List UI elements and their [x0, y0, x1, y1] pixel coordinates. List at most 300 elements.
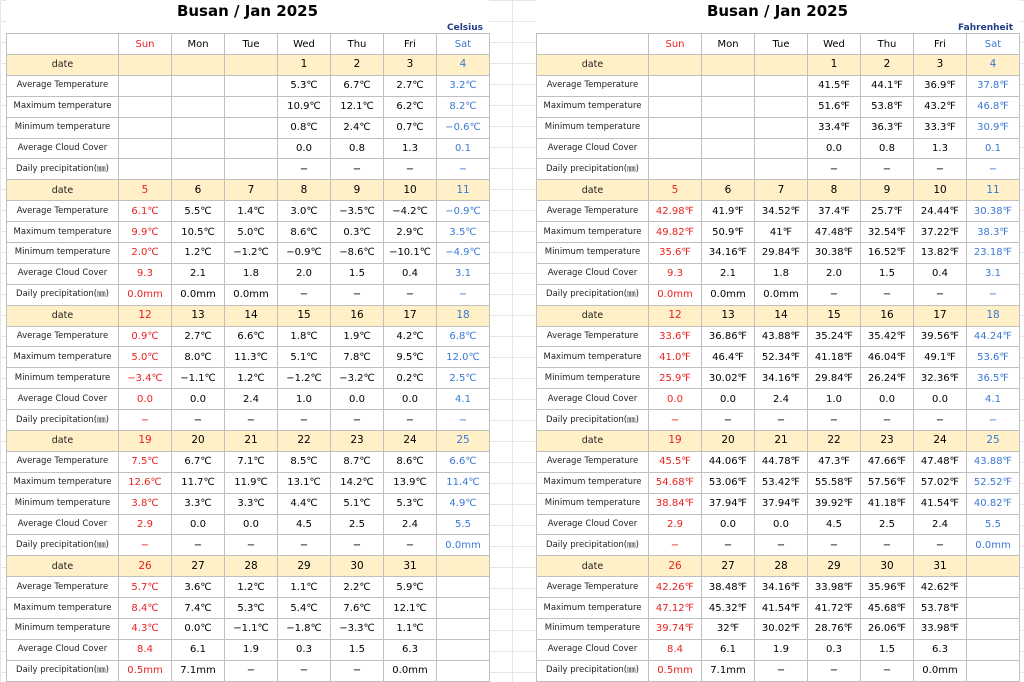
avg-cell: 47.66℉ [861, 451, 914, 472]
weekday-header-row [537, 34, 1020, 55]
min-cell: 33.3℉ [914, 117, 967, 138]
precip-label: Daily precipitation(㎜) [537, 660, 649, 681]
avg-label: Average Temperature [537, 577, 649, 598]
min-cell: 0.8℃ [278, 117, 331, 138]
avg-cell: 35.96℉ [861, 577, 914, 598]
cloud-cell: 2.4 [755, 389, 808, 410]
week-1-max-row [7, 222, 490, 243]
cloud-cell: 0.8 [861, 138, 914, 159]
cloud-cell: 1.0 [278, 389, 331, 410]
cloud-cell [702, 138, 755, 159]
max-cell: 32.54℉ [861, 222, 914, 243]
avg-cell: 41.5℉ [808, 75, 861, 96]
date-cell: 7 [225, 180, 278, 201]
cloud-label: Average Cloud Cover [7, 263, 119, 284]
max-label: Maximum temperature [537, 472, 649, 493]
avg-cell: 36.9℉ [914, 75, 967, 96]
min-cell: 3.8℃ [119, 493, 172, 514]
precip-cell: − [278, 535, 331, 556]
avg-cell: 4.2℃ [384, 326, 437, 347]
precip-cell: − [278, 410, 331, 431]
date-label: date [537, 556, 649, 577]
min-cell: 34.16℉ [702, 243, 755, 264]
precip-cell: 0.0mm [119, 284, 172, 305]
date-cell: 19 [119, 431, 172, 452]
date-cell: 30 [331, 556, 384, 577]
cloud-cell: 0.0 [808, 138, 861, 159]
min-cell: 1.2℃ [172, 243, 225, 264]
weekday-header-3: Wed [808, 34, 861, 55]
cloud-cell: 2.0 [808, 263, 861, 284]
precip-cell [225, 159, 278, 180]
precip-label: Daily precipitation(㎜) [7, 660, 119, 681]
week-0-cloud-row [537, 138, 1020, 159]
min-cell: 30.02℉ [702, 368, 755, 389]
cloud-cell [755, 138, 808, 159]
avg-cell: 8.7℃ [331, 451, 384, 472]
max-cell: 11.7℃ [172, 472, 225, 493]
min-cell: −1.2℃ [278, 368, 331, 389]
precip-cell: − [225, 535, 278, 556]
cloud-cell [967, 639, 1020, 660]
max-cell: 45.68℉ [861, 598, 914, 619]
cloud-cell: 1.8 [755, 263, 808, 284]
avg-label: Average Temperature [7, 75, 119, 96]
cloud-cell: 2.4 [384, 514, 437, 535]
date-cell: 6 [172, 180, 225, 201]
cloud-cell: 2.5 [331, 514, 384, 535]
weekday-header-4: Thu [331, 34, 384, 55]
week-0-avg-row [537, 75, 1020, 96]
week-3-precip-row [537, 535, 1020, 556]
precip-cell: − [437, 159, 490, 180]
cloud-label: Average Cloud Cover [537, 514, 649, 535]
cloud-label: Average Cloud Cover [537, 389, 649, 410]
min-cell: −1.8℃ [278, 619, 331, 640]
avg-cell: 8.6℃ [384, 451, 437, 472]
min-cell: 1.2℃ [225, 368, 278, 389]
cloud-cell: 2.1 [702, 263, 755, 284]
min-cell: 28.76℉ [808, 619, 861, 640]
precip-cell: − [967, 284, 1020, 305]
date-cell: 29 [278, 556, 331, 577]
cloud-cell: 1.9 [225, 639, 278, 660]
min-label: Minimum temperature [7, 243, 119, 264]
max-cell [437, 598, 490, 619]
date-cell: 17 [914, 305, 967, 326]
date-label: date [7, 556, 119, 577]
cloud-cell: 2.4 [225, 389, 278, 410]
precip-cell: 7.1mm [172, 660, 225, 681]
max-cell: 41℉ [755, 222, 808, 243]
date-cell: 27 [702, 556, 755, 577]
cloud-cell: 0.0 [172, 389, 225, 410]
precip-cell: − [384, 410, 437, 431]
cloud-cell: 0.0 [702, 389, 755, 410]
week-4-cloud-row [7, 639, 490, 660]
precip-cell: − [437, 284, 490, 305]
avg-cell [755, 75, 808, 96]
week-4-min-row [537, 619, 1020, 640]
date-cell: 13 [172, 305, 225, 326]
max-cell: 7.6℃ [331, 598, 384, 619]
avg-cell: 44.06℉ [702, 451, 755, 472]
date-cell: 24 [914, 431, 967, 452]
cloud-cell: 1.9 [755, 639, 808, 660]
max-cell: 53.8℉ [861, 96, 914, 117]
week-3-min-row [7, 493, 490, 514]
week-3-avg-row [537, 451, 1020, 472]
min-cell: −0.9℃ [278, 243, 331, 264]
date-cell: 31 [914, 556, 967, 577]
max-cell: 2.9℃ [384, 222, 437, 243]
min-cell: 30.02℉ [755, 619, 808, 640]
max-cell: 9.5℃ [384, 347, 437, 368]
cloud-cell: 4.1 [967, 389, 1020, 410]
max-cell [967, 598, 1020, 619]
avg-cell: 24.44℉ [914, 201, 967, 222]
date-cell [755, 55, 808, 76]
min-cell: 3.3℃ [172, 493, 225, 514]
max-cell: 57.02℉ [914, 472, 967, 493]
max-cell: 11.4℃ [437, 472, 490, 493]
precip-cell: − [967, 410, 1020, 431]
cloud-cell: 2.5 [861, 514, 914, 535]
precip-cell: − [861, 535, 914, 556]
cloud-cell: 6.3 [384, 639, 437, 660]
week-1-precip-row [7, 284, 490, 305]
week-2-min-row [7, 368, 490, 389]
precip-label: Daily precipitation(㎜) [7, 535, 119, 556]
precip-cell: − [914, 410, 967, 431]
min-cell: 36.3℉ [861, 117, 914, 138]
max-cell: 41.72℉ [808, 598, 861, 619]
weekday-header-0: Sun [119, 34, 172, 55]
avg-cell: 34.16℉ [755, 577, 808, 598]
date-cell: 25 [437, 431, 490, 452]
min-label: Minimum temperature [7, 619, 119, 640]
cloud-cell: 0.0 [278, 138, 331, 159]
celsius-calendar-table [6, 33, 490, 682]
week-2-cloud-row [7, 389, 490, 410]
avg-cell: 38.48℉ [702, 577, 755, 598]
date-cell: 21 [225, 431, 278, 452]
avg-label: Average Temperature [7, 451, 119, 472]
cloud-cell: 0.0 [331, 389, 384, 410]
weekday-header-3: Wed [278, 34, 331, 55]
date-cell: 27 [172, 556, 225, 577]
cloud-cell: 1.8 [225, 263, 278, 284]
cloud-cell [225, 138, 278, 159]
avg-cell: 42.26℉ [649, 577, 702, 598]
avg-cell: 34.52℉ [755, 201, 808, 222]
cloud-cell: 0.0 [649, 389, 702, 410]
precip-cell: − [384, 159, 437, 180]
max-cell: 53.6℉ [967, 347, 1020, 368]
cloud-cell: 0.1 [967, 138, 1020, 159]
min-cell: 25.9℉ [649, 368, 702, 389]
precip-cell: − [172, 410, 225, 431]
week-3-avg-row [7, 451, 490, 472]
precip-cell: 0.0mm [702, 284, 755, 305]
min-cell: −1.1℃ [172, 368, 225, 389]
weekday-header-2: Tue [225, 34, 278, 55]
fahrenheit-unit-label: Fahrenheit [958, 23, 1013, 33]
avg-cell: 6.6℃ [225, 326, 278, 347]
max-label: Maximum temperature [537, 222, 649, 243]
date-cell: 5 [649, 180, 702, 201]
avg-cell: 37.4℉ [808, 201, 861, 222]
precip-cell: − [808, 410, 861, 431]
precip-cell: − [225, 410, 278, 431]
week-1-max-row [537, 222, 1020, 243]
min-cell: 2.4℃ [331, 117, 384, 138]
min-cell: 1.1℃ [384, 619, 437, 640]
precip-cell: − [278, 284, 331, 305]
avg-cell: 1.2℃ [225, 577, 278, 598]
avg-cell [649, 75, 702, 96]
precip-cell: − [755, 660, 808, 681]
avg-cell: 5.9℃ [384, 577, 437, 598]
date-cell: 8 [278, 180, 331, 201]
avg-cell: 43.88℉ [755, 326, 808, 347]
cloud-cell: 1.5 [861, 263, 914, 284]
avg-cell: 2.7℃ [384, 75, 437, 96]
date-cell: 2 [331, 55, 384, 76]
max-cell: 55.58℉ [808, 472, 861, 493]
precip-cell: − [331, 535, 384, 556]
avg-label: Average Temperature [7, 326, 119, 347]
cloud-cell: 1.0 [808, 389, 861, 410]
avg-cell: 8.5℃ [278, 451, 331, 472]
min-cell: 35.6℉ [649, 243, 702, 264]
cloud-cell: 9.3 [649, 263, 702, 284]
max-cell: 46.04℉ [861, 347, 914, 368]
precip-cell: − [967, 159, 1020, 180]
precip-cell: − [649, 410, 702, 431]
cloud-cell: 2.9 [119, 514, 172, 535]
avg-cell: 47.3℉ [808, 451, 861, 472]
min-cell: −0.6℃ [437, 117, 490, 138]
max-cell: 41.54℉ [755, 598, 808, 619]
date-cell: 14 [225, 305, 278, 326]
precip-label: Daily precipitation(㎜) [7, 410, 119, 431]
avg-cell [702, 75, 755, 96]
precip-cell [649, 159, 702, 180]
precip-cell [172, 159, 225, 180]
cloud-label: Average Cloud Cover [537, 639, 649, 660]
avg-cell: 1.8℃ [278, 326, 331, 347]
avg-label: Average Temperature [537, 326, 649, 347]
avg-cell: 39.56℉ [914, 326, 967, 347]
avg-cell: 0.9℃ [119, 326, 172, 347]
cloud-cell: 6.1 [172, 639, 225, 660]
max-cell [225, 96, 278, 117]
precip-label: Daily precipitation(㎜) [537, 284, 649, 305]
min-label: Minimum temperature [537, 619, 649, 640]
cloud-cell: 0.0 [914, 389, 967, 410]
avg-cell: 6.7℃ [172, 451, 225, 472]
precip-cell: − [861, 410, 914, 431]
date-cell: 3 [914, 55, 967, 76]
date-cell: 10 [384, 180, 437, 201]
min-cell: 13.82℉ [914, 243, 967, 264]
max-cell: 46.4℉ [702, 347, 755, 368]
date-cell: 11 [967, 180, 1020, 201]
cloud-cell: 1.5 [331, 639, 384, 660]
avg-cell: 3.6℃ [172, 577, 225, 598]
max-cell: 54.68℉ [649, 472, 702, 493]
avg-cell: 2.7℃ [172, 326, 225, 347]
cloud-cell: 1.5 [331, 263, 384, 284]
week-1-cloud-row [537, 263, 1020, 284]
min-cell: 2.5℃ [437, 368, 490, 389]
min-cell: 39.74℉ [649, 619, 702, 640]
max-cell: 5.3℃ [225, 598, 278, 619]
precip-cell: − [808, 284, 861, 305]
cloud-cell: 6.1 [702, 639, 755, 660]
max-cell: 8.6℃ [278, 222, 331, 243]
max-cell: 8.2℃ [437, 96, 490, 117]
min-cell: 29.84℉ [808, 368, 861, 389]
precip-cell: − [172, 535, 225, 556]
cloud-cell: 0.0 [861, 389, 914, 410]
min-label: Minimum temperature [537, 243, 649, 264]
max-cell: 5.1℃ [278, 347, 331, 368]
cloud-cell: 0.3 [808, 639, 861, 660]
max-cell: 8.0℃ [172, 347, 225, 368]
date-cell: 23 [861, 431, 914, 452]
fahrenheit-panel [536, 0, 1019, 682]
max-label: Maximum temperature [7, 598, 119, 619]
cloud-cell [437, 639, 490, 660]
date-cell: 9 [331, 180, 384, 201]
weekday-header-6: Sat [437, 34, 490, 55]
precip-cell: − [331, 660, 384, 681]
cloud-cell: 2.4 [914, 514, 967, 535]
precip-label: Daily precipitation(㎜) [7, 284, 119, 305]
avg-label: Average Temperature [7, 201, 119, 222]
precip-cell: − [384, 284, 437, 305]
min-cell: 39.92℉ [808, 493, 861, 514]
date-cell: 15 [278, 305, 331, 326]
date-cell: 16 [861, 305, 914, 326]
precip-cell [702, 159, 755, 180]
avg-cell: 3.2℃ [437, 75, 490, 96]
date-cell: 18 [437, 305, 490, 326]
min-cell [702, 117, 755, 138]
max-cell: 53.78℉ [914, 598, 967, 619]
cloud-cell: 0.1 [437, 138, 490, 159]
precip-cell: − [861, 284, 914, 305]
min-cell: 5.3℃ [384, 493, 437, 514]
date-cell: 15 [808, 305, 861, 326]
precip-cell: 0.0mm [967, 535, 1020, 556]
max-cell: 49.82℉ [649, 222, 702, 243]
avg-cell: 36.86℉ [702, 326, 755, 347]
week-4-date-row [7, 556, 490, 577]
max-cell: 11.3℃ [225, 347, 278, 368]
date-cell: 12 [649, 305, 702, 326]
max-cell: 12.0℃ [437, 347, 490, 368]
week-4-precip-row [7, 660, 490, 681]
date-cell: 4 [967, 55, 1020, 76]
cloud-cell: 3.1 [967, 263, 1020, 284]
weekday-header-2: Tue [755, 34, 808, 55]
precip-cell: − [225, 660, 278, 681]
min-label: Minimum temperature [537, 117, 649, 138]
precip-cell: 0.5mm [649, 660, 702, 681]
precip-cell: − [808, 535, 861, 556]
date-cell: 11 [437, 180, 490, 201]
precip-cell [119, 159, 172, 180]
min-cell: −8.6℃ [331, 243, 384, 264]
precip-label: Daily precipitation(㎜) [7, 159, 119, 180]
min-cell: 38.84℉ [649, 493, 702, 514]
avg-cell: 5.7℃ [119, 577, 172, 598]
week-1-min-row [7, 243, 490, 264]
avg-cell: 42.98℉ [649, 201, 702, 222]
date-cell: 9 [861, 180, 914, 201]
avg-cell: 33.98℉ [808, 577, 861, 598]
precip-cell: − [119, 410, 172, 431]
week-1-min-row [537, 243, 1020, 264]
date-cell: 28 [225, 556, 278, 577]
avg-cell: 7.1℃ [225, 451, 278, 472]
max-cell [172, 96, 225, 117]
min-cell: 40.82℉ [967, 493, 1020, 514]
date-cell: 4 [437, 55, 490, 76]
max-cell: 10.9℃ [278, 96, 331, 117]
week-1-cloud-row [7, 263, 490, 284]
date-cell: 7 [755, 180, 808, 201]
cloud-label: Average Cloud Cover [7, 639, 119, 660]
min-label: Minimum temperature [7, 117, 119, 138]
week-3-date-row [537, 431, 1020, 452]
date-cell: 12 [119, 305, 172, 326]
max-label: Maximum temperature [7, 222, 119, 243]
avg-cell: 42.62℉ [914, 577, 967, 598]
week-2-precip-row [537, 410, 1020, 431]
min-cell [967, 619, 1020, 640]
cloud-cell: 0.0 [702, 514, 755, 535]
max-cell: 38.3℉ [967, 222, 1020, 243]
min-cell: 37.94℉ [755, 493, 808, 514]
cloud-label: Average Cloud Cover [537, 138, 649, 159]
week-1-avg-row [537, 201, 1020, 222]
min-cell [119, 117, 172, 138]
week-0-min-row [537, 117, 1020, 138]
min-cell: 29.84℉ [755, 243, 808, 264]
cloud-cell: 3.1 [437, 263, 490, 284]
cloud-cell: 0.8 [331, 138, 384, 159]
week-0-precip-row [537, 159, 1020, 180]
date-cell [967, 556, 1020, 577]
min-cell: 33.98℉ [914, 619, 967, 640]
week-4-max-row [7, 598, 490, 619]
avg-cell: −3.5℃ [331, 201, 384, 222]
precip-cell: − [331, 410, 384, 431]
min-cell: −3.2℃ [331, 368, 384, 389]
date-cell: 20 [702, 431, 755, 452]
date-cell: 3 [384, 55, 437, 76]
cloud-label: Average Cloud Cover [537, 263, 649, 284]
cloud-cell: 8.4 [649, 639, 702, 660]
min-cell: 3.3℃ [225, 493, 278, 514]
precip-cell: 0.5mm [119, 660, 172, 681]
precip-cell: 0.0mm [437, 535, 490, 556]
min-cell: 16.52℉ [861, 243, 914, 264]
